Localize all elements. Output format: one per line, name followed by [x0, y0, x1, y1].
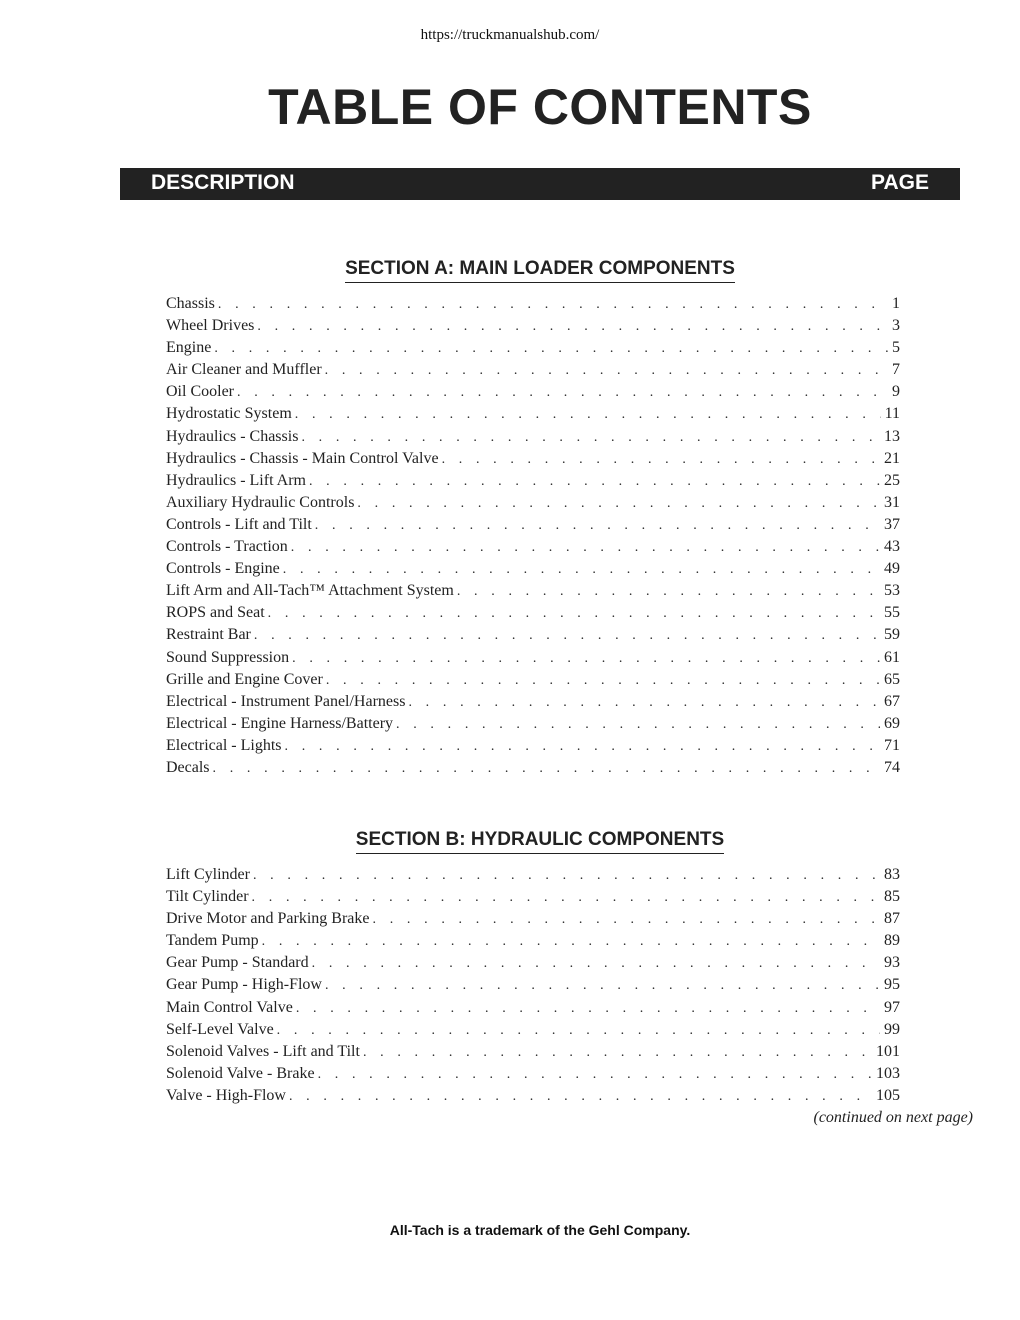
toc-entry-page-number: 85 — [884, 888, 900, 906]
dot-leader — [289, 1089, 872, 1105]
dot-leader — [309, 474, 880, 490]
toc-entry[interactable] — [166, 361, 900, 383]
dot-leader — [312, 956, 880, 972]
toc-entry-label: Electrical - Engine Harness/Battery — [166, 714, 394, 732]
toc-entry-page-number: 21 — [884, 449, 900, 467]
toc-entry-label: Sound Suppression — [166, 648, 290, 666]
toc-entry-label: Hydraulics - Chassis - Main Control Valve — [166, 449, 439, 467]
toc-entry[interactable] — [166, 383, 900, 405]
dot-leader — [254, 628, 880, 644]
toc-entry-label: Air Cleaner and Muffler — [166, 361, 322, 379]
toc-entry-page-number: 53 — [884, 582, 900, 600]
toc-entry-page-number: 105 — [876, 1086, 900, 1104]
dot-leader — [277, 1023, 880, 1039]
toc-entry-page-number: 93 — [884, 954, 900, 972]
toc-entry[interactable] — [166, 472, 900, 494]
toc-entry[interactable] — [166, 649, 900, 671]
dot-leader — [296, 1001, 880, 1017]
toc-entry-page-number: 83 — [884, 866, 900, 883]
toc-entry[interactable] — [166, 715, 900, 737]
dot-leader — [318, 1067, 872, 1083]
toc-entry-page-number: 65 — [884, 670, 900, 688]
toc-entry[interactable] — [166, 405, 900, 427]
toc-entry-page-number: 7 — [892, 361, 900, 379]
section-b-entries — [166, 866, 900, 1109]
toc-entry-label: Decals — [166, 758, 210, 776]
toc-entry[interactable] — [166, 560, 900, 582]
toc-entry[interactable] — [166, 888, 900, 910]
toc-entry-label: Drive Motor and Parking Brake — [166, 910, 370, 928]
dot-leader — [291, 540, 880, 556]
dot-leader — [442, 452, 880, 468]
toc-entry[interactable] — [166, 516, 900, 538]
column-header-bar — [120, 168, 960, 200]
dot-leader — [213, 761, 880, 777]
toc-entry[interactable] — [166, 671, 900, 693]
toc-entry-label: Lift Cylinder — [166, 866, 250, 883]
dot-leader — [214, 341, 888, 357]
dot-leader — [373, 912, 880, 928]
toc-entry-label: Oil Cooler — [166, 383, 234, 401]
section-b-heading — [0, 829, 1020, 854]
dot-leader — [457, 584, 880, 600]
toc-entry-label: ROPS and Seat — [166, 604, 265, 622]
toc-entry-label: Solenoid Valves - Lift and Tilt — [166, 1042, 360, 1060]
toc-entry-label: Controls - Traction — [166, 538, 288, 556]
section-a-entries — [166, 295, 900, 781]
toc-entry-label: Engine — [166, 339, 212, 357]
toc-entry[interactable] — [166, 604, 900, 626]
toc-entry[interactable] — [166, 317, 900, 339]
toc-entry-label: Wheel Drives — [166, 317, 255, 335]
dot-leader — [262, 934, 880, 950]
toc-entry-page-number: 89 — [884, 932, 900, 950]
toc-entry-label: Auxiliary Hydraulic Controls — [166, 493, 355, 511]
toc-entry-page-number: 67 — [884, 692, 900, 710]
toc-entry-label: Gear Pump - Standard — [166, 954, 309, 972]
toc-entry[interactable] — [166, 999, 900, 1021]
continued-note: (continued on next page) — [813, 1109, 973, 1126]
toc-entry-page-number: 25 — [884, 471, 900, 489]
section-a-heading — [0, 258, 1020, 283]
toc-entry[interactable] — [166, 538, 900, 560]
source-url[interactable]: https://truckmanualshub.com/ — [420, 27, 600, 43]
toc-entry-page-number: 9 — [892, 383, 900, 401]
dot-leader — [396, 717, 880, 733]
toc-entry[interactable] — [166, 582, 900, 604]
toc-entry[interactable] — [166, 1021, 900, 1043]
section-a-heading-text: SECTION A: MAIN LOADER COMPONENTS — [345, 258, 735, 283]
toc-entry[interactable] — [166, 910, 900, 932]
toc-entry-page-number: 31 — [884, 493, 900, 511]
toc-entry-label: Electrical - Instrument Panel/Harness — [166, 692, 406, 710]
dot-leader — [283, 562, 880, 578]
toc-entry[interactable] — [166, 626, 900, 648]
dot-leader — [325, 363, 888, 379]
dot-leader — [257, 319, 888, 335]
toc-entry-page-number: 49 — [884, 560, 900, 578]
toc-entry-page-number: 5 — [892, 339, 900, 357]
toc-entry-page-number: 101 — [876, 1042, 900, 1060]
toc-entry[interactable] — [166, 932, 900, 954]
toc-entry[interactable] — [166, 693, 900, 715]
page-title: TABLE OF CONTENTS — [268, 79, 812, 135]
dot-leader — [315, 518, 880, 534]
toc-entry-page-number: 13 — [884, 427, 900, 445]
toc-entry[interactable] — [166, 976, 900, 998]
toc-entry-label: Hydraulics - Lift Arm — [166, 471, 306, 489]
toc-entry-page-number: 95 — [884, 976, 900, 994]
toc-entry-page-number: 55 — [884, 604, 900, 622]
toc-entry-page-number: 69 — [884, 714, 900, 732]
toc-entry[interactable] — [166, 428, 900, 450]
toc-entry[interactable] — [166, 295, 900, 317]
toc-entry[interactable] — [166, 339, 900, 361]
section-b-heading-text: SECTION B: HYDRAULIC COMPONENTS — [356, 829, 724, 854]
dot-leader — [301, 430, 880, 446]
dot-leader — [357, 496, 880, 512]
page-column-header: PAGE — [871, 171, 929, 194]
toc-entry-page-number: 61 — [884, 648, 900, 666]
toc-entry-label: Self-Level Valve — [166, 1020, 274, 1038]
dot-leader — [237, 385, 888, 401]
toc-entry-page-number: 97 — [884, 998, 900, 1016]
toc-entry-label: Chassis — [166, 295, 215, 312]
toc-entry[interactable] — [166, 1065, 900, 1087]
toc-entry[interactable] — [166, 1043, 900, 1065]
toc-entry[interactable] — [166, 954, 900, 976]
toc-entry-label: Controls - Engine — [166, 560, 280, 578]
toc-entry-label: Valve - High-Flow — [166, 1086, 286, 1104]
toc-entry[interactable] — [166, 866, 900, 888]
toc-entry-label: Controls - Lift and Tilt — [166, 515, 312, 533]
toc-entry-page-number: 59 — [884, 626, 900, 644]
toc-entry-label: Hydraulics - Chassis — [166, 427, 299, 445]
dot-leader — [252, 890, 880, 906]
toc-entry-page-number: 74 — [884, 758, 900, 776]
toc-entry-label: Lift Arm and All-Tach™ Attachment System — [166, 582, 454, 600]
dot-leader — [363, 1045, 872, 1061]
toc-entry-page-number: 11 — [884, 405, 900, 423]
toc-entry[interactable] — [166, 737, 900, 759]
toc-entry-page-number: 71 — [884, 736, 900, 754]
dot-leader — [325, 978, 880, 994]
dot-leader — [295, 407, 881, 423]
toc-entry-label: Gear Pump - High-Flow — [166, 976, 322, 994]
dot-leader — [326, 673, 880, 689]
dot-leader — [253, 868, 880, 884]
toc-entry-label: Solenoid Valve - Brake — [166, 1064, 315, 1082]
dot-leader — [292, 651, 880, 667]
dot-leader — [285, 739, 880, 755]
dot-leader — [408, 695, 880, 711]
toc-entry[interactable] — [166, 759, 900, 781]
toc-entry-label: Tilt Cylinder — [166, 888, 249, 906]
toc-entry-page-number: 43 — [884, 538, 900, 556]
toc-entry[interactable] — [166, 1087, 900, 1109]
trademark-footer: All-Tach is a trademark of the Gehl Company. — [389, 1222, 691, 1238]
toc-entry-label: Grille and Engine Cover — [166, 670, 323, 688]
toc-entry-page-number: 103 — [876, 1064, 900, 1082]
toc-entry-page-number: 99 — [884, 1020, 900, 1038]
toc-entry[interactable] — [166, 450, 900, 472]
toc-entry-label: Electrical - Lights — [166, 736, 282, 754]
dot-leader — [268, 606, 880, 622]
toc-entry-label: Tandem Pump — [166, 932, 259, 950]
toc-entry-label: Hydrostatic System — [166, 405, 292, 423]
toc-entry-label: Restraint Bar — [166, 626, 251, 644]
toc-entry[interactable] — [166, 494, 900, 516]
toc-entry-page-number: 37 — [884, 515, 900, 533]
toc-entry-page-number: 3 — [892, 317, 900, 335]
toc-entry-label: Main Control Valve — [166, 998, 293, 1016]
toc-entry-page-number: 1 — [892, 295, 900, 312]
description-column-header: DESCRIPTION — [151, 171, 295, 194]
dot-leader — [218, 297, 888, 313]
toc-entry-page-number: 87 — [884, 910, 900, 928]
